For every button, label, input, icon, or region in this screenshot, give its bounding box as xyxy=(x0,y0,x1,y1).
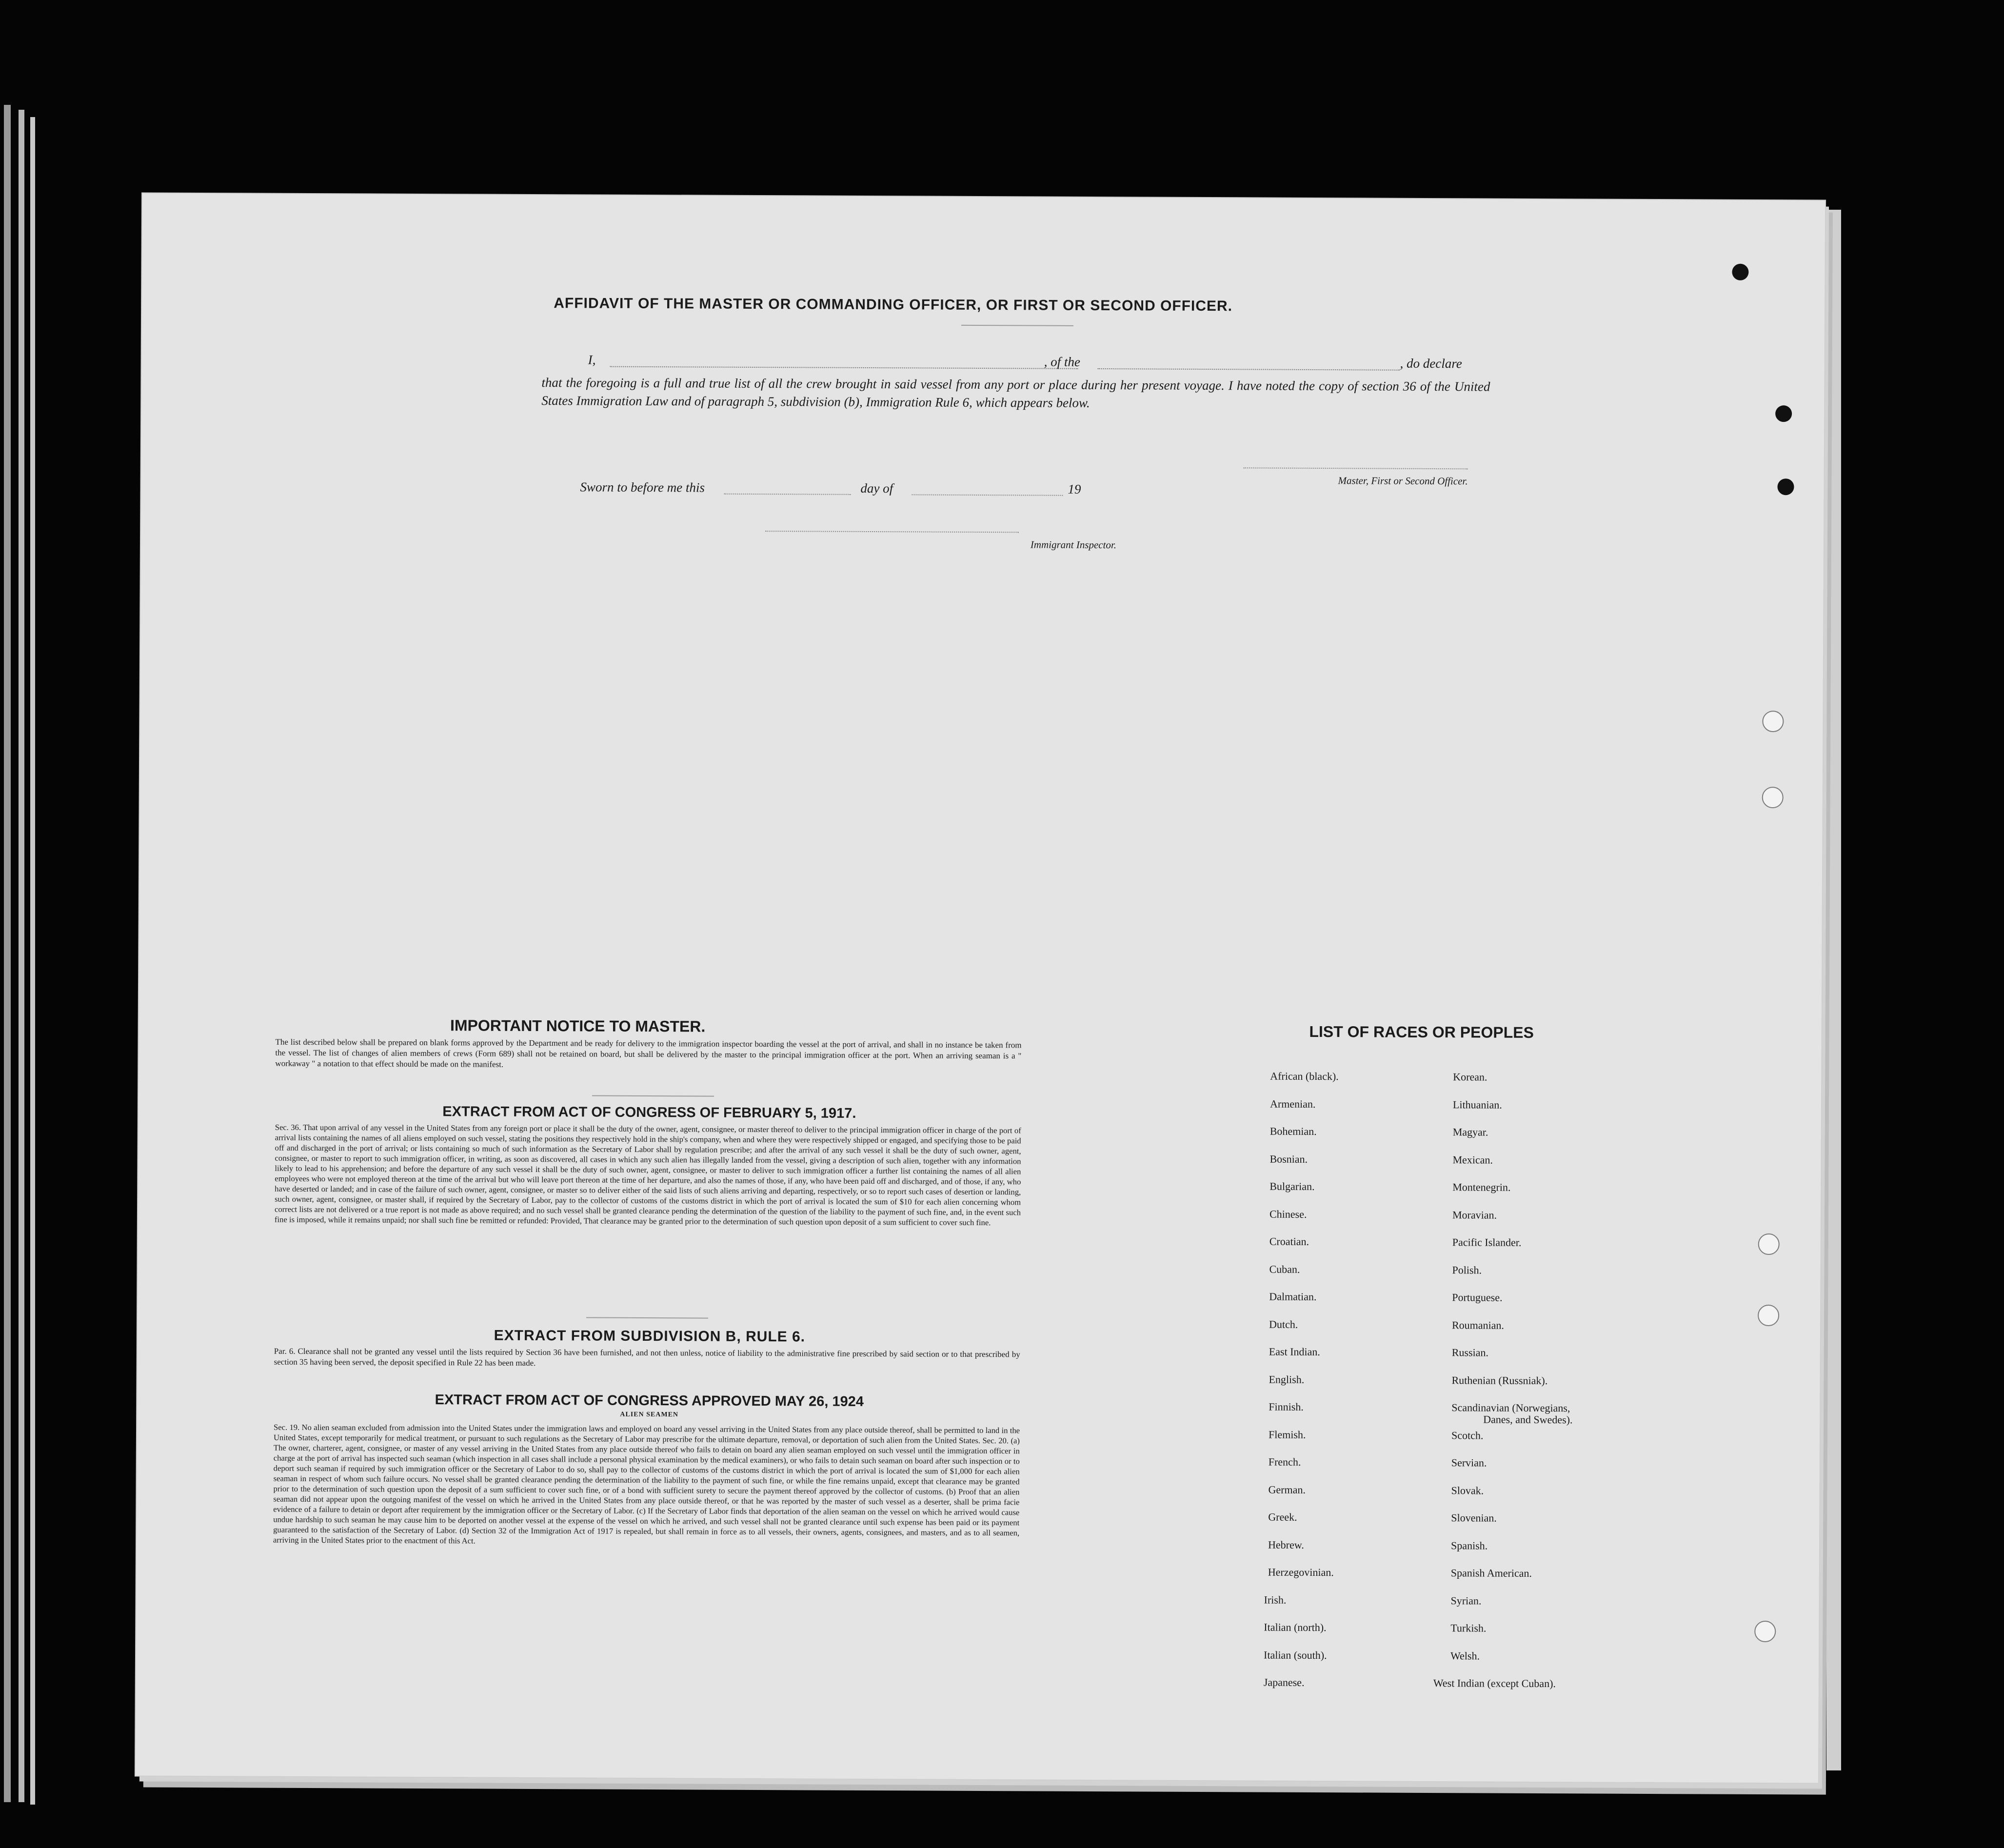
ring-hole-icon xyxy=(1758,1233,1780,1255)
race-item: Dutch. xyxy=(1269,1318,1298,1331)
race-item: West Indian (except Cuban). xyxy=(1433,1677,1556,1690)
underlying-page-edge xyxy=(1826,210,1841,1770)
race-item: Welsh. xyxy=(1450,1649,1480,1662)
notice-title: IMPORTANT NOTICE TO MASTER. xyxy=(450,1016,706,1035)
affidavit-do-declare: , do declare xyxy=(1400,356,1462,371)
race-item: Flemish. xyxy=(1268,1428,1306,1441)
race-item: Cuban. xyxy=(1269,1263,1300,1275)
race-item: Finnish. xyxy=(1269,1400,1304,1413)
punch-hole-icon xyxy=(1775,405,1792,422)
race-item: Slovak. xyxy=(1451,1484,1484,1497)
month-blank-line xyxy=(912,494,1063,496)
stacked-page-edge xyxy=(4,105,11,1802)
extract-1917-body: Sec. 36. That upon arrival of any vessel in the United States from any foreign port or place it shall be the duty of the owner, agent, consignee, or master thereof to deliver to the principal immigration officer in charge of the port of arrival lists containing the names of all aliens employed on such vessel, stating the positions they respectively hold in the ship's company, when and where they were respectively shipped or engaged, and specifying those to be paid off and discharged in the port of arrival; or lists containing so much of such information as the Secretary of Labor shall by regulation prescribe; and after the arrival of any such vessel it shall be the duty of such owner, agent, consignee, or master to report to such immigration officer, in writing, as soon as discovered, all cases in which any such alien has illegally landed from the vessel, giving a description of such alien, together with any information likely to lead to his apprehension; and before the departure of any such vessel it shall be the duty of such owner, agent, consignee, or master to deliver to such immigration officer a further list containing the names of all alien employees who were not employed thereon at the time of the arrival but who will leave port thereon at the time of her departure, and also the names of those, if any, who have been paid off and discharged, and of those, if any, who have deserted or landed; and in case of the failure of such owner, agent, consignee, or master so to deliver either of the said lists of such aliens arriving and departing, respectively, or so to report such cases of desertion or landing, such owner, agent, consignee, or master shall, if required by the Secretary of Labor, pay to the collector of customs of the customs district in which the port of arrival is located the sum of $10 for each alien concerning whom correct lists are not delivered or a true report is not made as above required; and no such vessel shall be granted clearance pending the determination of the question of the liability to the payment of such fine, and, in the event such fine is imposed, while it remains unpaid; nor shall such fine be remitted or refunded: Provided, That clearance may be granted prior to the determination of such question upon deposit of a sum sufficient to cover such fine. xyxy=(274,1122,1021,1228)
extract-1924-subtitle: ALIEN SEAMEN xyxy=(620,1411,679,1419)
affidavit-title: AFFIDAVIT OF THE MASTER OR COMMANDING OFFICER, OR FIRST OR SECOND OFFICER. xyxy=(554,295,1233,315)
race-item: Roumanian. xyxy=(1451,1318,1504,1331)
race-item: Moravian. xyxy=(1452,1208,1497,1221)
divider xyxy=(592,1095,714,1097)
affidavit-i-label: I, xyxy=(588,352,596,367)
race-item: Spanish American. xyxy=(1450,1567,1532,1579)
master-label: Master, First or Second Officer. xyxy=(1338,475,1468,487)
race-item: Bosnian. xyxy=(1270,1153,1308,1165)
race-item: Greek. xyxy=(1268,1510,1297,1523)
signature-line xyxy=(1244,467,1468,469)
race-item: Portuguese. xyxy=(1452,1291,1503,1304)
race-item: English. xyxy=(1269,1373,1305,1386)
race-item: Turkish. xyxy=(1450,1622,1487,1634)
extract-1917-title: EXTRACT FROM ACT OF CONGRESS OF FEBRUARY 5, 1917. xyxy=(442,1104,856,1121)
subdivision-b-title: EXTRACT FROM SUBDIVISION B, RULE 6. xyxy=(494,1327,806,1345)
sworn-label: Sworn to before me this xyxy=(580,479,705,495)
race-item: Hebrew. xyxy=(1268,1538,1304,1551)
race-item: Herzegovinian. xyxy=(1268,1566,1334,1579)
subdivision-b-body: Par. 6. Clearance shall not be granted any vessel until the lists required by Section 36 have been furnished, and not then unless, notice of liability to the administrative fine prescribed by said section or to that prescribed by section 35 having been served, the deposit specified in Rule 22 has been made. xyxy=(274,1346,1020,1368)
race-item: Mexican. xyxy=(1452,1153,1493,1166)
affidavit-of-the: , of the xyxy=(1044,354,1080,369)
extract-1924-title: EXTRACT FROM ACT OF CONGRESS APPROVED MAY 26, 1924 xyxy=(435,1392,864,1410)
race-item: German. xyxy=(1268,1483,1306,1496)
race-item: Bohemian. xyxy=(1270,1125,1317,1138)
inspector-label: Immigrant Inspector. xyxy=(1030,538,1117,551)
race-item: Pacific Islander. xyxy=(1452,1236,1522,1249)
race-item: Scotch. xyxy=(1451,1429,1484,1442)
ring-hole-icon xyxy=(1762,787,1784,808)
race-item: Danes, and Swedes). xyxy=(1483,1413,1573,1426)
divider xyxy=(586,1317,708,1318)
notice-body: The list described below shall be prepared on blank forms approved by the Department and be ready for delivery to the immigration inspector boarding the vessel at the port of arrival, and shall in no instance be taken from the vessel. The list of changes of alien members of crews (Form 689) shall not be retained on board, but shall be delivered by the master to the principal immigration officer at the port. When an arriving seaman is a " workaway " a notation to that effect should be made on the manifest. xyxy=(275,1037,1022,1069)
year-label: 19 xyxy=(1068,481,1081,497)
race-item: Servian. xyxy=(1451,1456,1487,1469)
race-item: Ruthenian (Russniak). xyxy=(1451,1373,1548,1387)
divider xyxy=(961,325,1073,326)
race-item: Slovenian. xyxy=(1451,1511,1497,1524)
race-item: Dalmatian. xyxy=(1269,1290,1317,1303)
race-item: Korean. xyxy=(1453,1071,1488,1083)
race-item: East Indian. xyxy=(1269,1345,1320,1358)
race-item: Lithuanian. xyxy=(1452,1098,1502,1111)
race-item: Spanish. xyxy=(1450,1539,1488,1552)
race-item: Chinese. xyxy=(1269,1208,1307,1220)
affidavit-body: that the foregoing is a full and true list of all the crew brought in said vessel from any port or place during her present voyage. I have noted the copy of section 36 of the United States Immigration Law and of paragraph 5, subdivision (b), Immigration Rule 6, which appears below. xyxy=(541,375,1490,410)
name-blank-line xyxy=(610,366,1078,369)
punch-hole-icon xyxy=(1777,478,1794,495)
race-item: Magyar. xyxy=(1452,1126,1488,1138)
race-item: African (black). xyxy=(1270,1070,1339,1083)
race-item: Scandinavian (Norwegians, xyxy=(1451,1401,1570,1414)
race-item: Irish. xyxy=(1264,1593,1287,1606)
day-blank-line xyxy=(724,494,851,495)
ring-hole-icon xyxy=(1758,1305,1779,1326)
extract-1924-body: Sec. 19. No alien seaman excluded from admission into the United States under the immigration laws and employed on board any vessel arriving in the United States from any place outside thereof, shall be permitted to land in the United States, except temporarily for medical treatment, or pursuant to such regulations as the Secretary of Labor may prescribe for the ultimate departure, removal, or deportation of such alien from the United States. Sec. 20. (a) The owner, charterer, agent, consignee, or master of any vessel arriving in the United States from any place outside thereof who fails to detain on board any alien seaman employed on such vessel until the immigration officer in charge at the port of arrival has inspected such seaman (which inspection in all cases shall include a personal physical examination by the medical examiners), or who fails to detain such seaman on board after such inspection or to deport such seaman if required by such immigration officer or the Secretary of Labor to do so, shall pay to the collector of customs of the customs district in which the port of arrival is located the sum of $1,000 for each alien seaman in respect of whom such failure occurs. No vessel shall be granted clearance pending the determination of the liability to the payment of such fine, or while the fine remains unpaid, except that clearance may be granted prior to the determination of such question upon the deposit of a sum sufficient to cover such fine, or of a bond with sufficient surety to secure the payment thereof approved by the collector of customs. (b) Proof that an alien seaman did not appear upon the outgoing manifest of the vessel on which he arrived in the United States from any place outside thereof, or that he was reported by the master of such vessel as a deserter, shall be prima facie evidence of a failure to detain or deport after requirement by the immigration officer or the Secretary of Labor. (c) If the Secretary of Labor finds that deportation of the alien seaman on the vessel on which he arrived would cause undue hardship to such seaman he may cause him to be deported on another vessel at the expense of the vessel on which he arrived, and such vessel shall not be granted clearance until such expense has been paid or its payment guaranteed to the satisfaction of the Secretary of Labor. (d) Section 32 of the Immigration Act of 1917 is repealed, but shall remain in force as to all vessels, their owners, agents, consignees, and masters, and as to all seamen, arriving in the United States prior to the enactment of this Act. xyxy=(273,1422,1020,1546)
vessel-blank-line xyxy=(1098,368,1400,371)
race-item: Japanese. xyxy=(1263,1676,1305,1689)
ring-hole-icon xyxy=(1754,1621,1776,1642)
race-item: Polish. xyxy=(1452,1263,1482,1276)
ring-hole-icon xyxy=(1762,711,1784,732)
race-item: Russian. xyxy=(1451,1346,1488,1359)
race-item: Bulgarian. xyxy=(1270,1180,1315,1192)
race-item: Armenian. xyxy=(1270,1097,1316,1110)
race-item: Italian (north). xyxy=(1264,1621,1327,1634)
day-of-label: day of xyxy=(860,480,893,496)
race-item: Italian (south). xyxy=(1263,1649,1327,1661)
race-item: Montenegrin. xyxy=(1452,1181,1511,1193)
punch-hole-icon xyxy=(1732,264,1748,280)
race-item: French. xyxy=(1268,1455,1301,1468)
race-item: Syrian. xyxy=(1450,1594,1482,1607)
race-item: Croatian. xyxy=(1269,1235,1310,1248)
document-page xyxy=(136,193,1825,1783)
stacked-page-edge xyxy=(19,110,24,1802)
races-title: LIST OF RACES OR PEOPLES xyxy=(1309,1022,1534,1041)
inspector-signature-line xyxy=(765,531,1019,533)
stacked-page-edge xyxy=(30,117,35,1805)
